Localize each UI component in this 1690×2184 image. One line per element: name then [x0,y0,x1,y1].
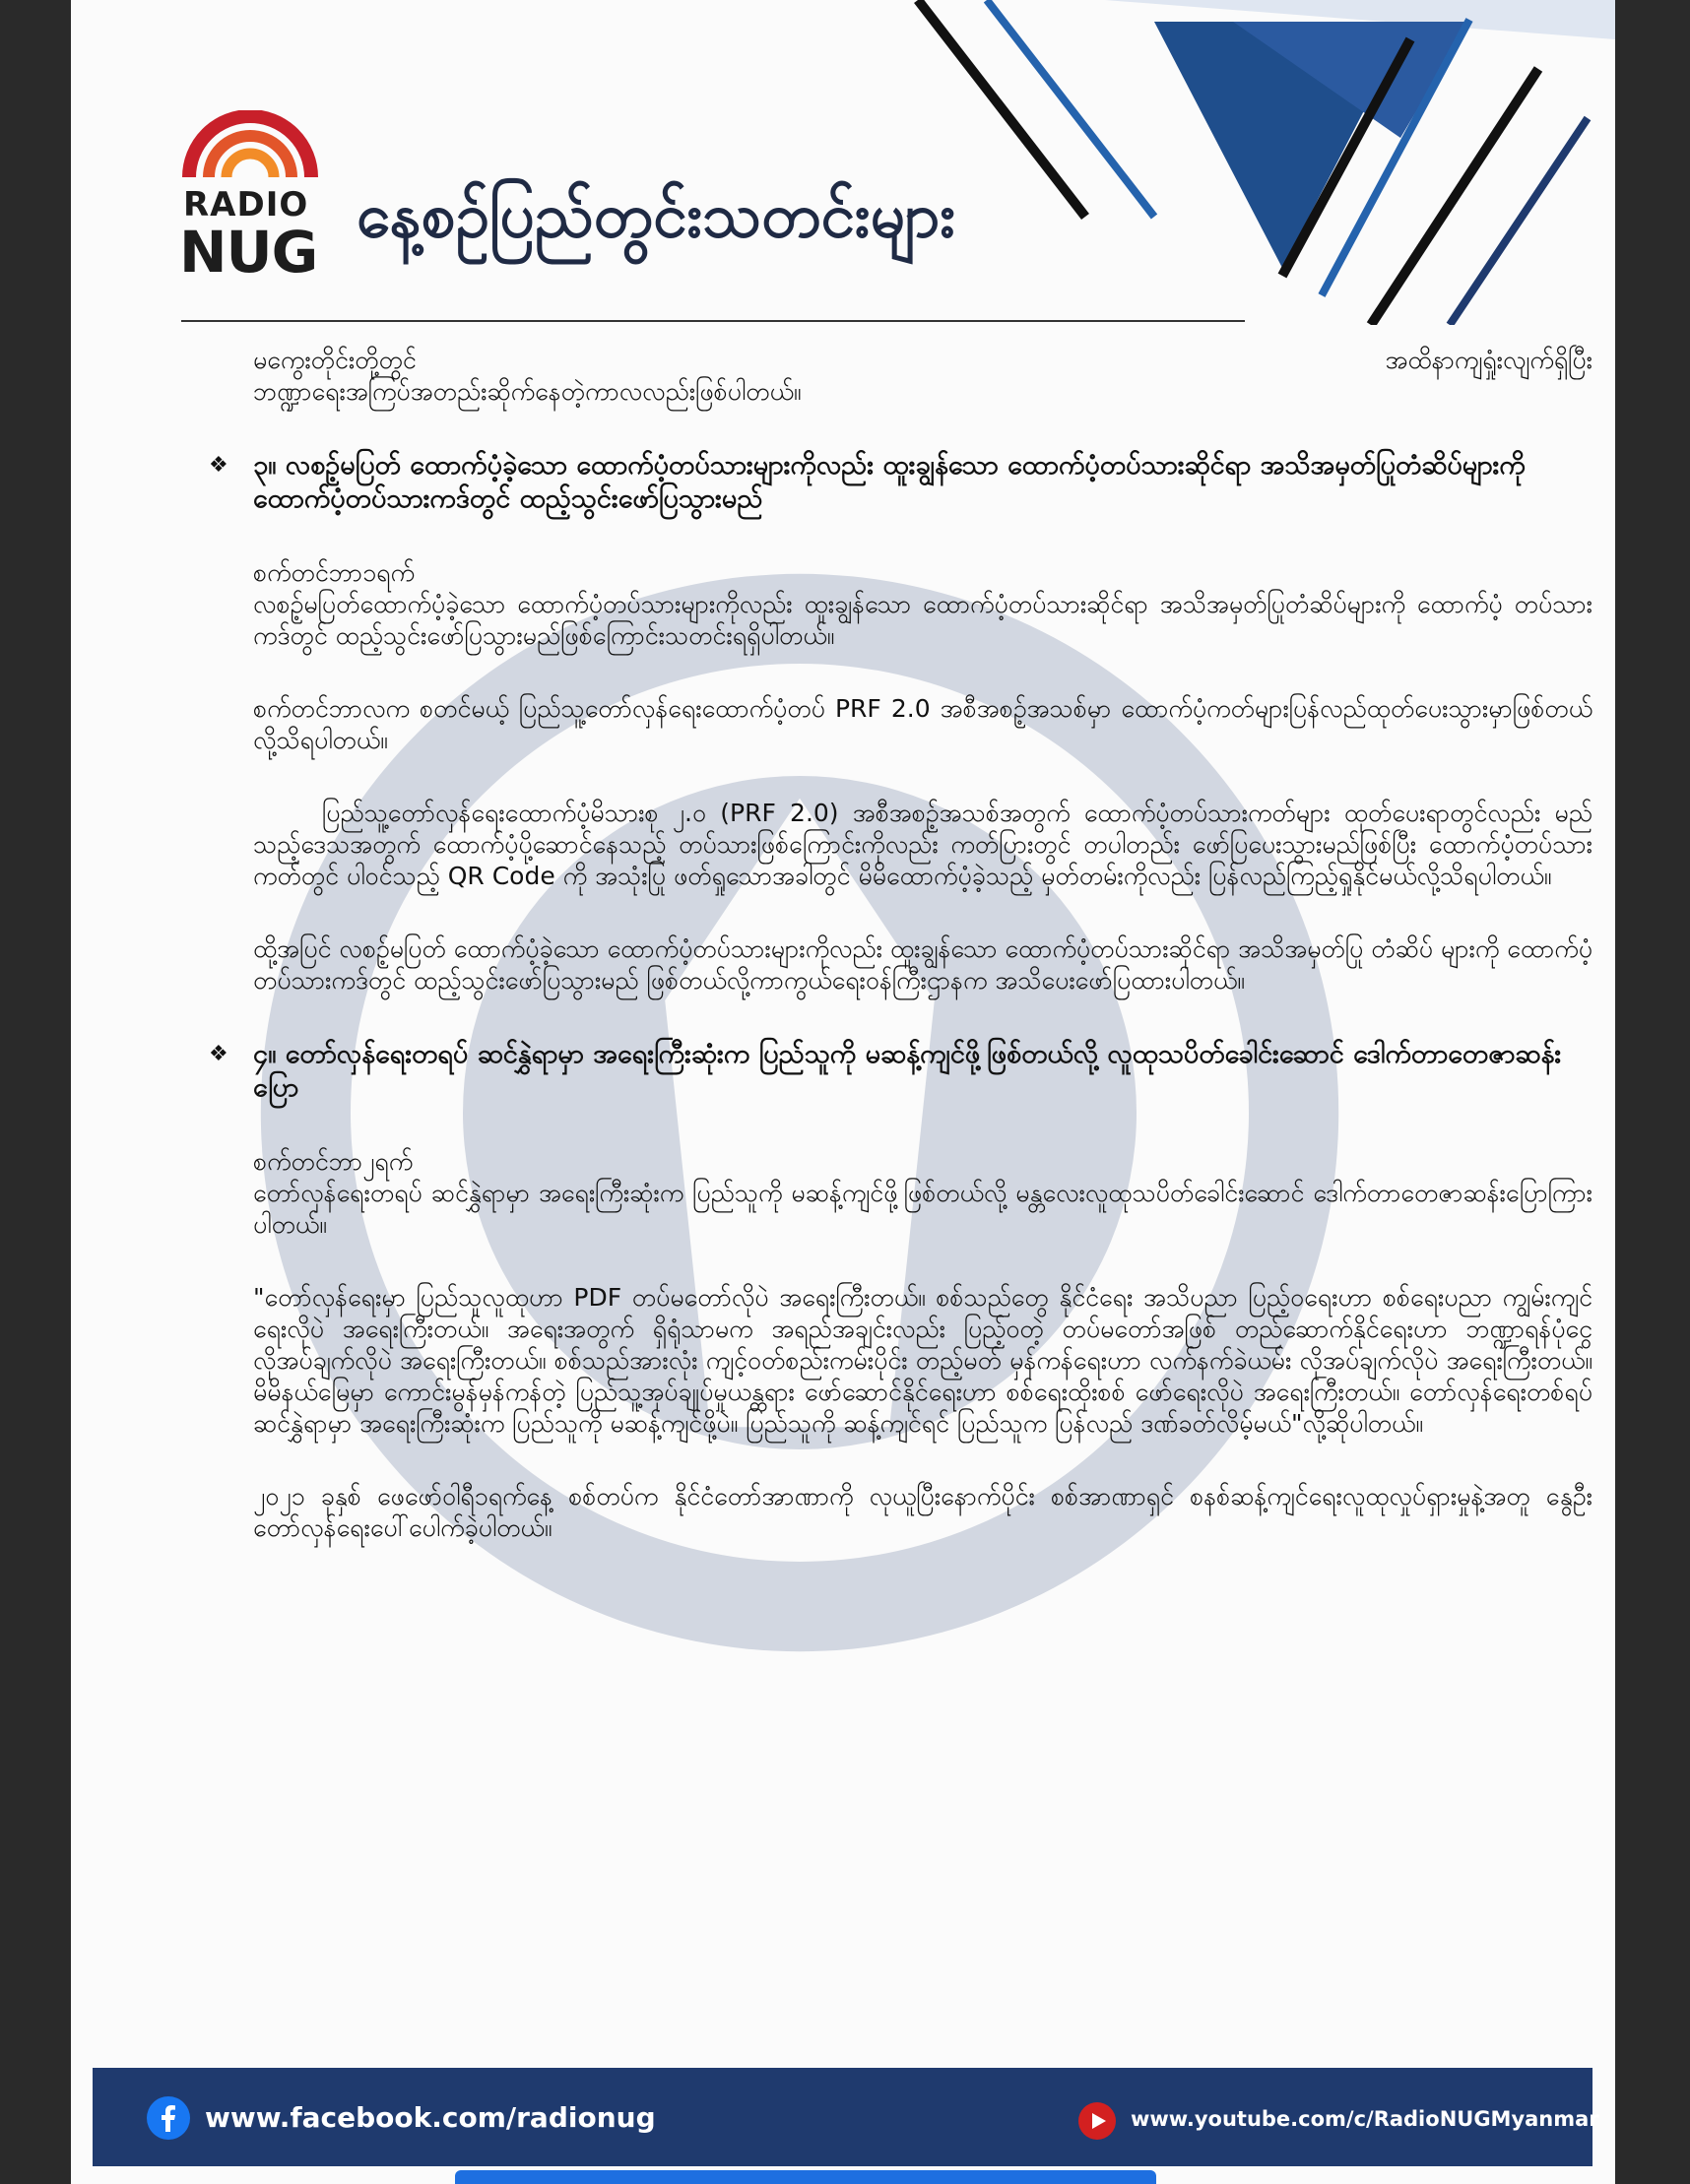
section-3-source: စက်တင်ဘာ၁ရက် [253,558,415,587]
section-3-paragraph: လစဥ့်မပြတ်ထောက်ပံ့ခဲ့သော ထောက်ပံ့တပ်သားများကိုလည်း ထူးချွန်သော ထောက်ပံ့တပ်သားဆိုင်ရာ အသိအမှတ်ပြုတံဆိပ်များကို ထောက်ပံ့ တပ်သားကဒ်တွင် ထည့်သွင်းဖော်ပြသွားမည်ဖြစ်ကြောင်းသတင်းရရှိပါတယ်။ [253,590,1592,650]
page-title: နေ့စဉ်ပြည်တွင်းသတင်းများ [357,179,956,251]
section-3-paragraph: ထို့အပြင် လစဥ့်မပြတ် ထောက်ပံ့ခဲ့သော ထောက်ပံ့တပ်သားများကိုလည်း ထူးချွန်သော ထောက်ပံ့တပ်သားဆိုင်ရာ အသိအမှတ်ပြု တံဆိပ် များကို ထောက်ပံ့တပ်သားကဒ်တွင် ထည့်သွင်းဖော်ပြသွားမည် ဖြစ်တယ်လို့ကာကွယ်ရေးဝန်ကြီးဌာနက အသိပေးဖော်ပြထားပါတယ်။ [253,934,1592,995]
article-body [209,345,1592,1585]
intro-line [253,345,1592,376]
logo-text-nug: NUG [179,219,318,286]
section-3-paragraph: စက်တင်ဘာလက စတင်မယ့် ပြည်သူ့တော်လှန်ရေးထောက်ပံ့တပ် PRF 2.0 အစီအစဥ့်အသစ်မှာ ထောက်ပံ့ကတ်များပြန်လည်ထုတ်ပေးသွားမှာဖြစ်တယ်လို့သိရပါတယ်။ [253,694,1592,754]
section-4-heading [209,1038,1592,1105]
youtube-icon[interactable] [1077,2101,1117,2141]
intro-left-text: မကွေးတိုင်းတို့တွင် [253,346,417,374]
diamond-bullet-icon: ❖ [209,1042,228,1066]
section-4-paragraph: "တော်လှန်ရေးမှာ ပြည်သူလူထုဟာ PDF တပ်မတော်လိုပဲ အရေးကြီးတယ်။ စစ်သည်တွေ နိုင်ငံရေး အသိပညာ ပြည့်ဝရေးဟာ စစ်ရေးပညာ ကျွမ်းကျင်ရေးလိုပဲ အရေးကြီးတယ်။ အရေးအတွက် ရှိရုံသာမက အရည်အချင်းလည်း ပြည့်ဝတဲ့ တပ်မတော်အဖြစ် တည်ဆောက်နိုင်ရေးဟာ ဘဏ္ဍာရန်ပုံငွေ လိုအပ်ချက်လိုပဲ အရေးကြီးတယ်။ စစ်သည်အားလုံး ကျင့်ဝတ်စည်းကမ်းပိုင်း တည့်မတ် မှန်ကန်ရေးဟာ လက်နက်ခဲယမ်း လိုအပ်ချက်လိုပဲ အရေးကြီးတယ်။ မိမိနယ်မြေမှာ ကောင်းမွန်မှန်ကန်တဲ့ ပြည်သူ့အုပ်ချုပ်မှုယန္တရား ဖော်ဆောင်နိုင်ရေးဟာ စစ်ရေးထိုးစစ် ဖော်ရေးလိုပဲ အရေးကြီးတယ်။ တော်လှန်ရေးတစ်ရပ် ဆင်နွှဲရာမှာ အရေးကြီးဆုံးက ပြည်သူကို မဆန့်ကျင်ဖို့ပဲ။ ပြည်သူကို ဆန့်ကျင်ရင် ပြည်သူက ပြန်လည် ဒဏ်ခတ်လိမ့်မယ်"လို့ဆိုပါတယ်။ [253,1283,1592,1438]
section-4-source: စက်တင်ဘာ၂ရက် [253,1147,414,1176]
footer-accent-bar [455,2170,1156,2184]
diamond-bullet-icon: ❖ [209,453,228,478]
facebook-icon[interactable] [146,2095,191,2141]
corner-decoration [859,0,1615,325]
intro-right-text: အထိနာကျရှုံးလျက်ရှိပြီး [1385,346,1592,374]
intro-paragraph: ဘဏ္ဍာရေးအကြပ်အတည်းဆိုက်နေတဲ့ကာလလည်းဖြစ်ပါတယ်။ [253,377,802,406]
logo-text-radio: RADIO [183,185,309,225]
section-4-heading-text: ၄။ တော်လှန်ရေးတရပ် ဆင်နွှဲရာမှာ အရေးကြီးဆုံးက ပြည်သူကို မဆန့်ကျင်ဖို့ဖြစ်တယ်လို့ လူထုသပိတ်ခေါင်းဆောင် ဒေါက်တာတေဇာဆန်းပြော [253,1039,1562,1103]
header-divider [181,320,1245,322]
section-3-paragraph: ပြည်သူ့တော်လှန်ရေးထောက်ပံ့မိသားစု ၂.၀ (PRF 2.0) အစီအစဥ့်အသစ်အတွက် ထောက်ပံ့တပ်သားကတ်များ ထုတ်ပေးရာတွင်လည်း မည်သည့်ဒေသအတွက် ထောက်ပံ့ပို့ဆောင်နေသည့် တပ်သားဖြစ်ကြောင်းကိုလည်း ကတ်ပြားတွင် တပါတည်း ဖော်ပြပေးသွားမည်ဖြစ်ပြီး ထောက်ပံ့တပ်သားကတ်တွင် ပါဝင်သည့် QR Code ကို အသုံးပြု ဖတ်ရှုသောအခါတွင် မိမိထောက်ပံ့ခဲ့သည့် မှတ်တမ်းကိုလည်း ပြန်လည်ကြည့်ရှုနိုင်မယ်လို့သိရပါတယ်။ [253,799,1592,890]
section-3-heading-text: ၃။ လစဥ့်မပြတ် ထောက်ပံ့ခဲ့သော ထောက်ပံ့တပ်သားများကိုလည်း ထူးချွန်သော ထောက်ပံ့တပ်သားဆိုင်ရာ အသိအမှတ်ပြုတံဆိပ်များကို ထောက်ပံ့တပ်သားကဒ်တွင် ထည့်သွင်းဖော်ပြသွားမည် [253,450,1526,514]
section-4-paragraph: တော်လှန်ရေးတရပ် ဆင်နွှဲရာမှာ အရေးကြီးဆုံးက ပြည်သူကို မဆန့်ကျင်ဖို့ဖြစ်တယ်လို့ မန္တလေးလူထုသပိတ်ခေါင်းဆောင် ဒေါက်တာတေဇာဆန်းပြောကြားပါတယ်။ [253,1179,1592,1239]
section-3-heading [209,449,1592,516]
facebook-link[interactable]: www.facebook.com/radionug [205,2101,656,2134]
document-page [71,0,1615,2184]
youtube-link[interactable]: www.youtube.com/c/RadioNUGMyanmar [1131,2107,1599,2131]
section-4-paragraph: ၂၀၂၁ ခုနှစ် ဖေဖော်ဝါရီ၁ရက်နေ့ စစ်တပ်က နိုင်ငံတော်အာဏာကို လုယူပြီးနောက်ပိုင်း စစ်အာဏာရှင် စနစ်ဆန့်ကျင်ရေးလူထုလှုပ်ရှားမှုနဲ့အတူ နွေဦးတော်လှန်ရေးပေါ်ပေါက်ခဲ့ပါတယ်။ [253,1482,1592,1542]
